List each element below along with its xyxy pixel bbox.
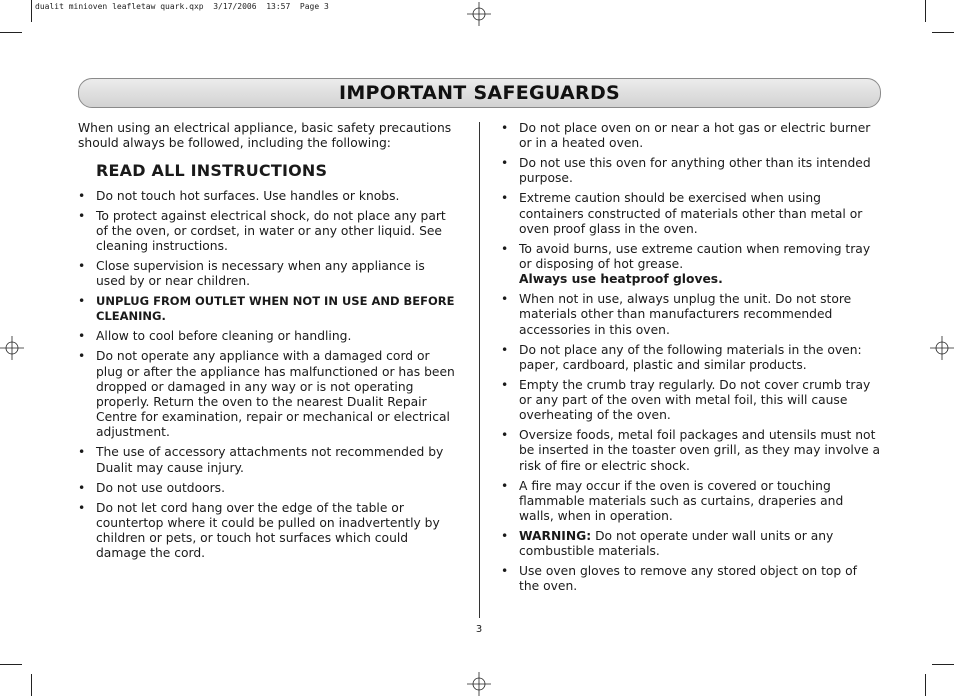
list-item bbox=[501, 121, 881, 151]
crop-mark bbox=[31, 0, 32, 22]
crop-mark bbox=[0, 664, 22, 665]
bullet-icon: • bbox=[78, 259, 86, 274]
bullet-icon: • bbox=[78, 480, 86, 495]
item-text: Do not operate any appliance with a damaged cord or plug or after the appliance has malfunctioned or has been dropped or damaged in any way or is not operating properly. Return the oven to the nearest Dualit Repair Centre for examination, repair or mechanical or electrical adjustment. bbox=[96, 349, 455, 440]
list-item bbox=[501, 564, 881, 594]
list-item bbox=[78, 501, 458, 562]
item-text: Do not touch hot surfaces. Use handles or knobs. bbox=[96, 188, 400, 203]
item-text: To avoid burns, use extreme caution when removing tray or disposing of hot grease. bbox=[519, 241, 871, 272]
column-divider bbox=[479, 122, 480, 618]
bullet-icon: • bbox=[78, 500, 86, 515]
intro-text: When using an electrical appliance, basic safety precautions should always be followed, including the following: bbox=[78, 121, 452, 151]
list-item bbox=[501, 242, 881, 288]
safeguard-list-left bbox=[78, 189, 458, 562]
bullet-icon: • bbox=[501, 478, 509, 493]
item-text: Do not let cord hang over the edge of the table or countertop where it could be pulled on inadvertently by children or pets, or touch hot surfaces which could damage the cord. bbox=[96, 500, 440, 561]
bullet-icon: • bbox=[501, 156, 509, 171]
item-text: Allow to cool before cleaning or handling. bbox=[96, 329, 352, 344]
item-text: Do not use outdoors. bbox=[96, 480, 225, 495]
item-text: Close supervision is necessary when any appliance is used by or near children. bbox=[96, 259, 425, 289]
crop-mark bbox=[932, 32, 954, 33]
title-banner bbox=[78, 78, 881, 108]
registration-mark-icon bbox=[0, 336, 24, 360]
list-item bbox=[78, 329, 458, 344]
crop-mark bbox=[925, 0, 926, 22]
list-item bbox=[501, 292, 881, 338]
item-text-bold: UNPLUG FROM OUTLET WHEN NOT IN USE AND BEFORE CLEANING. bbox=[96, 294, 455, 324]
bullet-icon: • bbox=[501, 342, 509, 357]
bullet-icon: • bbox=[501, 377, 509, 392]
list-item bbox=[501, 529, 881, 559]
list-item bbox=[78, 294, 458, 324]
bullet-icon: • bbox=[78, 349, 86, 364]
list-item bbox=[501, 156, 881, 186]
item-text: Empty the crumb tray regularly. Do not cover crumb tray or any part of the oven with metal foil, this will cause overheating of the oven. bbox=[519, 377, 871, 423]
item-text: To protect against electrical shock, do not place any part of the oven, or cordset, in water or any other liquid. See cleaning instructions. bbox=[96, 208, 446, 254]
bullet-icon: • bbox=[78, 329, 86, 344]
section-heading: READ ALL INSTRUCTIONS bbox=[96, 161, 328, 181]
crop-mark bbox=[932, 664, 954, 665]
bullet-icon: • bbox=[78, 445, 86, 460]
registration-mark-icon bbox=[467, 672, 491, 696]
item-text: A fire may occur if the oven is covered or touching flammable materials such as curtains, draperies and walls, when in operation. bbox=[519, 478, 844, 524]
list-item bbox=[501, 479, 881, 525]
item-text: The use of accessory attachments not recommended by Dualit may cause injury. bbox=[96, 445, 444, 475]
crop-mark bbox=[0, 32, 22, 33]
file-slug: dualit minioven leafletaw quark.qxp 3/17/2006 13:57 Page 3 bbox=[35, 2, 329, 11]
item-text: Do not use this oven for anything other than its intended purpose. bbox=[519, 156, 871, 186]
registration-mark-icon bbox=[930, 336, 954, 360]
warning-label: WARNING: bbox=[519, 529, 592, 544]
crop-mark bbox=[925, 674, 926, 696]
item-text: Extreme caution should be exercised when using containers constructed of materials other than metal or oven proof glass in the oven. bbox=[519, 191, 863, 236]
list-item bbox=[78, 209, 458, 255]
safeguard-list-right bbox=[501, 121, 881, 595]
right-column bbox=[501, 121, 881, 599]
item-text: Do not operate under wall units or any combustible materials. bbox=[519, 529, 834, 559]
bullet-icon: • bbox=[501, 529, 509, 544]
list-item bbox=[78, 259, 458, 289]
list-item bbox=[78, 481, 458, 496]
item-text: Do not place any of the following materials in the oven: paper, cardboard, plastic and similar products. bbox=[519, 342, 862, 372]
bullet-icon: • bbox=[501, 241, 509, 256]
list-item bbox=[501, 378, 881, 424]
page-title: IMPORTANT SAFEGUARDS bbox=[338, 82, 621, 104]
bullet-icon: • bbox=[501, 121, 509, 135]
item-text: When not in use, always unplug the unit. Do not store materials other than manufacturers recommended accessories in this oven. bbox=[519, 292, 852, 337]
item-note-bold: Always use heatproof gloves. bbox=[519, 272, 723, 287]
list-item bbox=[501, 428, 881, 474]
list-item bbox=[78, 445, 458, 475]
item-text: Oversize foods, metal foil packages and utensils must not be inserted in the toaster oven grill, as they may involve a risk of fire or electric shock. bbox=[519, 428, 881, 473]
bullet-icon: • bbox=[501, 191, 509, 206]
bullet-icon: • bbox=[78, 188, 86, 203]
list-item bbox=[501, 343, 881, 373]
list-item bbox=[501, 191, 881, 237]
bullet-icon: • bbox=[501, 564, 509, 579]
bullet-icon: • bbox=[78, 294, 86, 309]
bullet-icon: • bbox=[501, 292, 509, 307]
registration-mark-icon bbox=[467, 2, 491, 26]
left-column bbox=[78, 121, 458, 566]
item-text: Use oven gloves to remove any stored object on top of the oven. bbox=[519, 564, 857, 594]
list-item bbox=[78, 349, 458, 440]
bullet-icon: • bbox=[501, 428, 509, 443]
bullet-icon: • bbox=[78, 208, 86, 223]
crop-mark bbox=[31, 674, 32, 696]
list-item bbox=[78, 189, 458, 204]
item-text: Do not place oven on or near a hot gas or electric burner or in a heated oven. bbox=[519, 121, 871, 151]
page-number: 3 bbox=[475, 624, 483, 635]
